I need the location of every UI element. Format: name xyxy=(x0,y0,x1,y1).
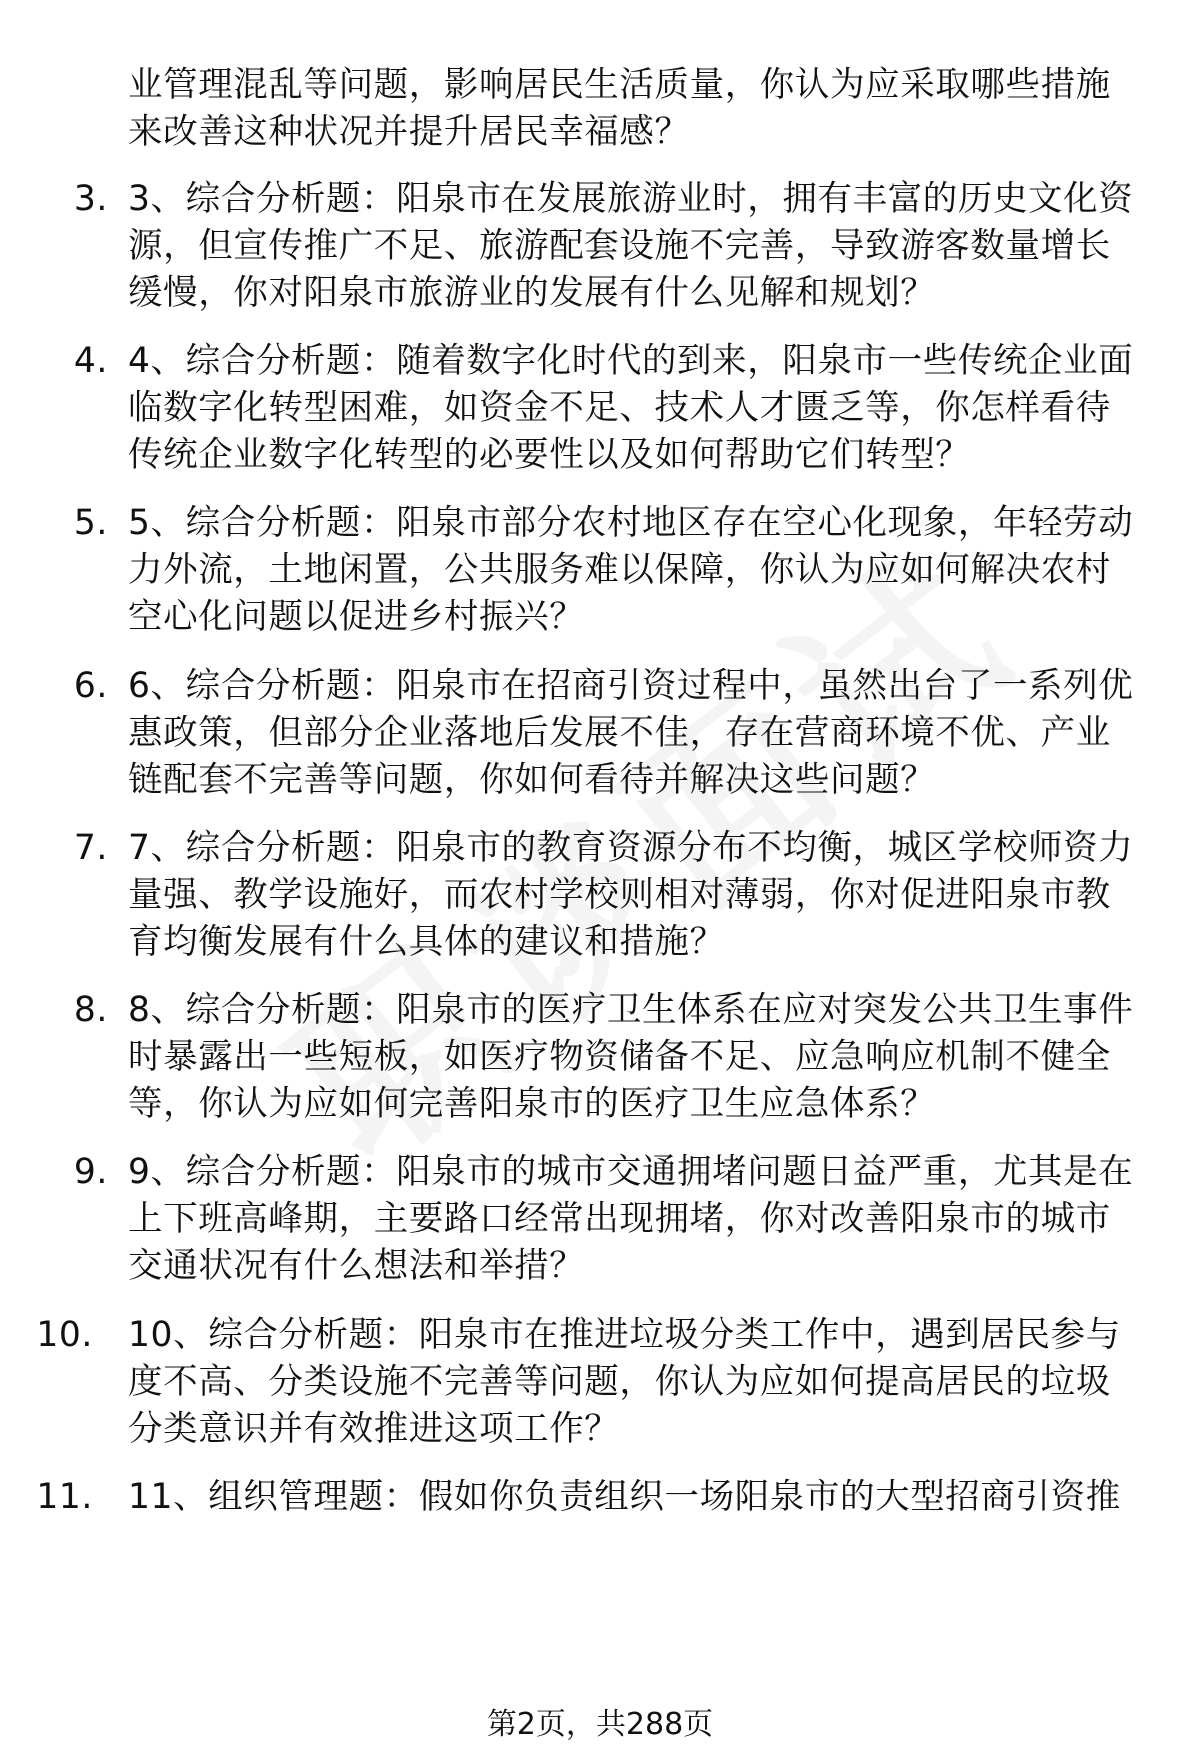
question-text: 5、综合分析题：阳泉市部分农村地区存在空心化现象，年轻劳动力外流，土地闲置，公共服务难以保障，你认为应如何解决农村空心化问题以促进乡村振兴？ xyxy=(128,503,1134,637)
question-number: 5. xyxy=(73,503,108,543)
question-item-3 xyxy=(73,176,1138,317)
question-number: 8. xyxy=(73,990,108,1030)
question-number: 7. xyxy=(73,828,108,868)
question-item-11 xyxy=(36,1474,1138,1521)
question-item-7 xyxy=(73,825,1138,966)
question-number: 3. xyxy=(73,179,108,219)
question-text: 4、综合分析题：随着数字化时代的到来，阳泉市一些传统企业面临数字化转型困难，如资金不足、技术人才匮乏等，你怎样看待传统企业数字化转型的必要性以及如何帮助它们转型？ xyxy=(128,341,1134,475)
question-item-8 xyxy=(73,987,1138,1128)
page-footer: 第2页，共288页 xyxy=(486,1707,714,1742)
question-item-4 xyxy=(73,338,1138,479)
question-text: 3、综合分析题：阳泉市在发展旅游业时，拥有丰富的历史文化资源，但宣传推广不足、旅游配套设施不完善，导致游客数量增长缓慢，你对阳泉市旅游业的发展有什么见解和规划？ xyxy=(128,179,1134,313)
question-text: 7、综合分析题：阳泉市的教育资源分布不均衡，城区学校师资力量强、教学设施好，而农村学校则相对薄弱，你对促进阳泉市教育均衡发展有什么具体的建议和措施？ xyxy=(128,828,1134,962)
question-item-9 xyxy=(73,1149,1138,1290)
question-number: 4. xyxy=(73,341,108,381)
question-text: 6、综合分析题：阳泉市在招商引资过程中，虽然出台了一系列优惠政策，但部分企业落地后发展不佳，存在营商环境不优、产业链配套不完善等问题，你如何看待并解决这些问题？ xyxy=(128,666,1134,800)
question-item-6 xyxy=(73,663,1138,804)
question-number: 6. xyxy=(73,666,108,706)
question-text: 8、综合分析题：阳泉市的医疗卫生体系在应对突发公共卫生事件时暴露出一些短板，如医疗物资储备不足、应急响应机制不健全等，你认为应如何完善阳泉市的医疗卫生应急体系？ xyxy=(128,990,1134,1124)
question-number: 9. xyxy=(73,1152,108,1192)
question-text: 10、综合分析题：阳泉市在推进垃圾分类工作中，遇到居民参与度不高、分类设施不完善等问题，你认为应如何提高居民的垃圾分类意识并有效推进这项工作？ xyxy=(128,1315,1121,1449)
question-item-10 xyxy=(36,1312,1138,1453)
continuation-text: 业管理混乱等问题，影响居民生活质量，你认为应采取哪些措施来改善这种状况并提升居民幸福感？ xyxy=(128,65,1111,152)
question-number: 11. xyxy=(36,1477,93,1517)
question-text: 11、组织管理题：假如你负责组织一场阳泉市的大型招商引资推 xyxy=(128,1477,1121,1517)
question-number: 10. xyxy=(36,1315,93,1355)
question-text: 9、综合分析题：阳泉市的城市交通拥堵问题日益严重，尤其是在上下班高峰期，主要路口经常出现拥堵，你对改善阳泉市的城市交通状况有什么想法和举措？ xyxy=(128,1152,1134,1286)
question-item-5 xyxy=(73,500,1138,641)
